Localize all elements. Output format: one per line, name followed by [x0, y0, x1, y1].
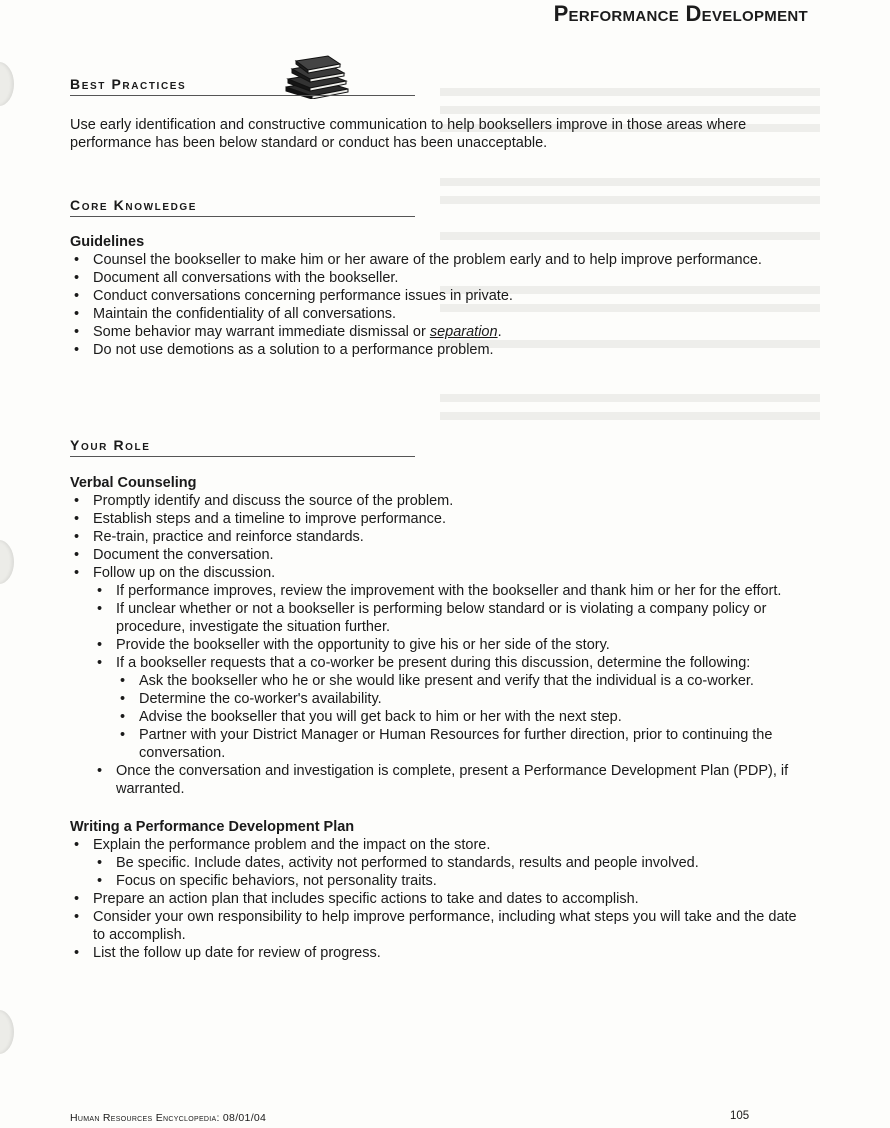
- list-item: • Prepare an action plan that includes specific actions to take and dates to accomplish.: [70, 890, 810, 908]
- list-item: • Re-train, practice and reinforce standards.: [70, 528, 810, 546]
- list-item: • If unclear whether or not a bookseller is performing below standard or is violating a company policy or procedure, investigate the situation further.: [93, 600, 810, 636]
- list-item: • If a bookseller requests that a co-worker be present during this discussion, determine the following:: [93, 654, 810, 672]
- binder-hole: [0, 540, 14, 584]
- bleed-through-line: [440, 178, 820, 186]
- list-item: • Be specific. Include dates, activity not performed to standards, results and people involved.: [93, 854, 810, 872]
- bleed-through-line: [440, 394, 820, 402]
- binder-hole: [0, 1010, 14, 1054]
- best-practices-text: Use early identification and constructive communication to help booksellers improve in those areas where performance has been below standard or conduct has been unacceptable.: [70, 117, 747, 151]
- list-item: • Explain the performance problem and the impact on the store.: [70, 836, 810, 854]
- list-item: • Document the conversation.: [70, 546, 810, 564]
- core-knowledge-heading: Core Knowledge: [70, 197, 415, 217]
- list-item: • Once the conversation and investigation is complete, present a Performance Development Plan (PDP), if warranted.: [93, 762, 810, 798]
- page-number: 105: [730, 1110, 750, 1122]
- follow-up-list: [93, 582, 810, 672]
- best-practices-section: [70, 76, 810, 152]
- pdp-list: [70, 836, 810, 854]
- list-item: • Promptly identify and discuss the source of the problem.: [70, 492, 810, 510]
- core-knowledge-section: [70, 197, 810, 359]
- list-item: • Counsel the bookseller to make him or her aware of the problem early and to help improve performance.: [70, 251, 810, 269]
- list-item: • Ask the bookseller who he or she would like present and verify that the individual is a co-worker.: [116, 672, 810, 690]
- pdp-list-rest: [70, 890, 810, 962]
- follow-up-list-final: [93, 762, 810, 798]
- list-item: • Consider your own responsibility to help improve performance, including what steps you will take and the date to accomplish.: [70, 908, 810, 944]
- separation-link[interactable]: separation: [429, 324, 498, 340]
- guidelines-list: [70, 251, 810, 359]
- your-role-heading: Your Role: [70, 437, 415, 457]
- pdp-sub-list: [93, 854, 810, 890]
- guidelines-heading: Guidelines: [70, 234, 145, 250]
- list-item: • If performance improves, review the improvement with the bookseller and thank him or her for the effort.: [93, 582, 810, 600]
- list-item: • Determine the co-worker's availability.: [116, 690, 810, 708]
- list-item: • List the follow up date for review of progress.: [70, 944, 810, 962]
- list-item: • Provide the bookseller with the opportunity to give his or her side of the story.: [93, 636, 810, 654]
- page-title: Performance Development: [553, 1, 808, 26]
- verbal-counseling-list: [70, 492, 810, 582]
- list-item: • Establish steps and a timeline to improve performance.: [70, 510, 810, 528]
- list-item: • Conduct conversations concerning performance issues in private.: [70, 287, 810, 305]
- list-item: • Follow up on the discussion.: [70, 564, 810, 582]
- list-item: • Document all conversations with the bookseller.: [70, 269, 810, 287]
- verbal-counseling-heading: Verbal Counseling: [70, 475, 197, 491]
- list-item-suffix: .: [497, 324, 502, 340]
- list-item: • Do not use demotions as a solution to a performance problem.: [70, 341, 810, 359]
- your-role-section: [70, 437, 810, 962]
- pdp-heading: Writing a Performance Development Plan: [70, 819, 355, 835]
- binder-hole: [0, 62, 14, 106]
- list-item: • Maintain the confidentiality of all conversations.: [70, 305, 810, 323]
- list-item-text: Some behavior may warrant immediate dismissal or: [93, 324, 430, 340]
- list-item: • Focus on specific behaviors, not personality traits.: [93, 872, 810, 890]
- list-item: • Advise the bookseller that you will get back to him or her with the next step.: [116, 708, 810, 726]
- footer-source: Human Resources Encyclopedia: 08/01/04: [70, 1112, 267, 1124]
- list-item: [70, 323, 810, 341]
- list-item: • Partner with your District Manager or Human Resources for further direction, prior to continuing the conversation.: [116, 726, 810, 762]
- best-practices-heading: Best Practices: [70, 76, 415, 96]
- coworker-list: [116, 672, 810, 762]
- bleed-through-line: [440, 412, 820, 420]
